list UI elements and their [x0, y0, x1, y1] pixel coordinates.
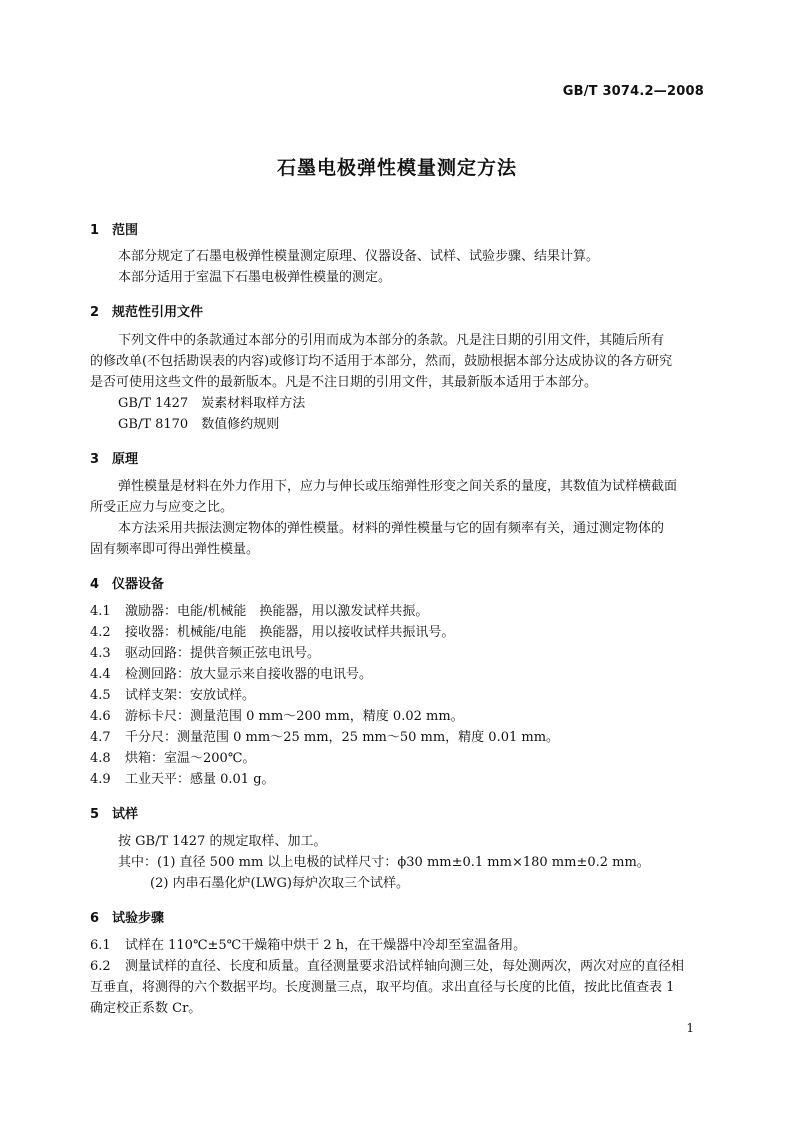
section-number: 1 — [90, 223, 100, 238]
section-title: 范围 — [112, 223, 139, 238]
standard-code: GB/T 3074.2—2008 — [562, 84, 704, 99]
paragraph: (2) 内串石墨化炉(LWG)每炉次取三个试样。 — [150, 876, 409, 891]
section-number: 6 — [90, 911, 100, 926]
section-title: 仪器设备 — [112, 577, 165, 592]
section-number: 2 — [90, 305, 100, 320]
equipment-item: 4.6 游标卡尺：测量范围 0 mm～200 mm，精度 0.02 mm。 — [90, 709, 464, 724]
procedure-item: 6.1 试样在 110℃±5℃干燥箱中烘干 2 h，在干燥器中冷却至室温备用。 — [90, 938, 527, 953]
reference-item: GB/T 1427 炭素材料取样方法 — [118, 396, 306, 411]
paragraph-line: 弹性模量是材料在外力作用下，应力与伸长或压缩弹性形变之间关系的量度，其数值为试样横截面 — [118, 479, 678, 494]
section-number: 4 — [90, 577, 100, 592]
section-2-heading — [90, 301, 203, 320]
section-title: 试样 — [112, 807, 139, 822]
reference-item: GB/T 8170 数值修约规则 — [118, 417, 280, 432]
procedure-item: 6.2 测量试样的直径、长度和质量。直径测量要求沿试样轴向测三处，每处测两次，两次对应的直径相 — [90, 959, 685, 974]
section-title: 规范性引用文件 — [112, 305, 204, 320]
equipment-item: 4.9 工业天平：感量 0.01 g。 — [90, 772, 275, 787]
paragraph-line: 确定校正系数 Cr。 — [90, 1001, 202, 1016]
section-3-heading — [90, 448, 138, 467]
equipment-item: 4.4 检测回路：放大显示来自接收器的电讯号。 — [90, 667, 373, 682]
equipment-item: 4.7 千分尺：测量范围 0 mm～25 mm，25 mm～50 mm，精度 0.01 mm。 — [90, 730, 560, 745]
paragraph: 其中：(1) 直径 500 mm 以上电极的试样尺寸：ϕ30 mm±0.1 mm×180 mm±0.2 mm。 — [118, 855, 650, 870]
section-title: 原理 — [112, 452, 139, 467]
section-5-heading — [90, 803, 138, 822]
section-number: 3 — [90, 452, 100, 467]
paragraph-line: 是否可使用这些文件的最新版本。凡是不注日期的引用文件，其最新版本适用于本部分。 — [90, 375, 598, 390]
equipment-item: 4.8 烘箱：室温～200℃。 — [90, 751, 256, 766]
section-1-heading — [90, 219, 138, 238]
equipment-item: 4.1 激励器：电能/机械能 换能器，用以激发试样共振。 — [90, 604, 429, 619]
equipment-item: 4.5 试样支架：安放试样。 — [90, 688, 256, 703]
document-title: 石墨电极弹性模量测定方法 — [276, 157, 517, 179]
paragraph-line: 的修改单(不包括勘误表的内容)或修订均不适用于本部分，然而，鼓励根据本部分达成协议的各方研究 — [90, 354, 673, 369]
page-number: 1 — [686, 1021, 694, 1035]
paragraph: 按 GB/T 1427 的规定取样、加工。 — [118, 834, 327, 849]
equipment-item: 4.3 驱动回路：提供音频正弦电讯号。 — [90, 646, 321, 661]
paragraph-line: 互垂直，将测得的六个数据平均。长度测量三点，取平均值。求出直径与长度的比值，按此比值查表 1 — [90, 980, 675, 995]
paragraph-line: 下列文件中的条款通过本部分的引用而成为本部分的条款。凡是注日期的引用文件，其随后所有 — [118, 333, 665, 348]
section-4-heading — [90, 573, 164, 592]
paragraph-line: 固有频率即可得出弹性模量。 — [90, 542, 260, 557]
paragraph: 本部分规定了石墨电极弹性模量测定原理、仪器设备、试样、试验步骤、结果计算。 — [118, 249, 600, 264]
paragraph-line: 本方法采用共振法测定物体的弹性模量。材料的弹性模量与它的固有频率有关，通过测定物体的 — [118, 521, 665, 536]
section-number: 5 — [90, 807, 100, 822]
paragraph: 本部分适用于室温下石墨电极弹性模量的测定。 — [118, 270, 392, 285]
section-title: 试验步骤 — [112, 911, 165, 926]
paragraph-line: 所受正应力与应变之比。 — [90, 500, 234, 515]
section-6-heading — [90, 907, 164, 926]
equipment-item: 4.2 接收器：机械能/电能 换能器，用以接收试样共振讯号。 — [90, 625, 455, 640]
